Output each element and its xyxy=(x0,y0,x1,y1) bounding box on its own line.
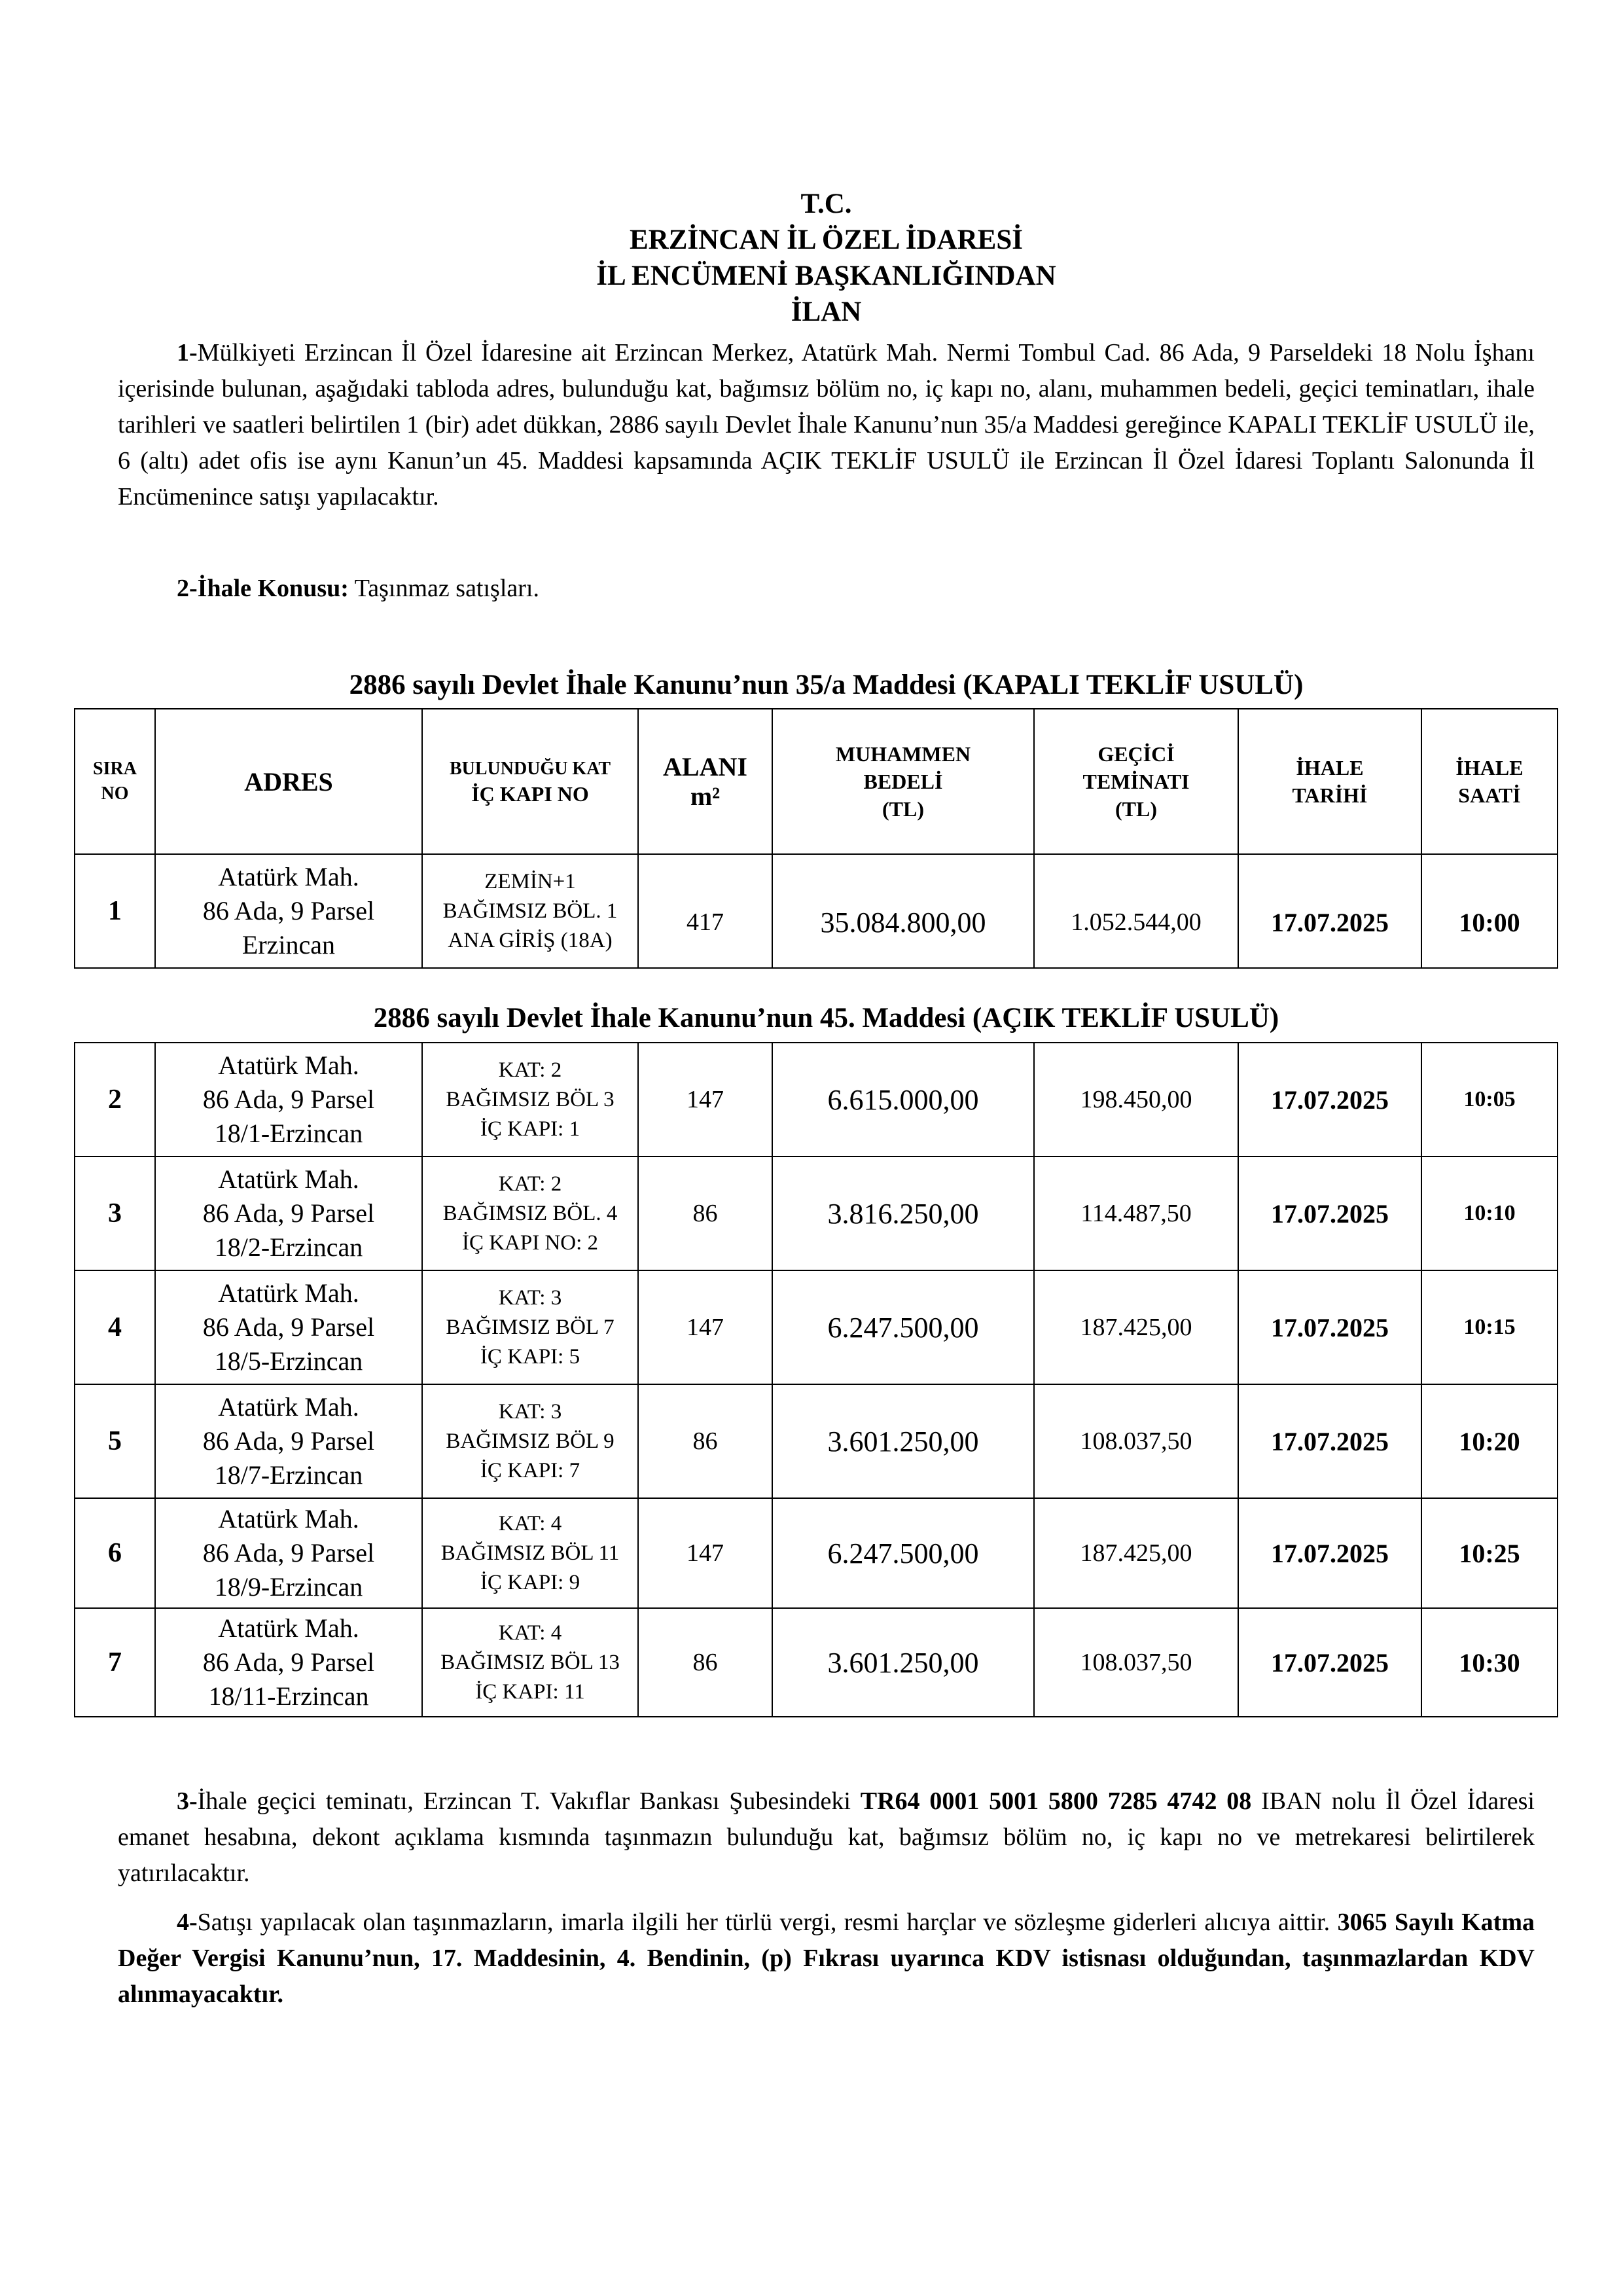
paragraph-4-number: 4- xyxy=(177,1909,198,1936)
cell-time: 10:00 xyxy=(1421,854,1558,968)
cell-area: 86 xyxy=(638,1384,772,1498)
table-1-title: 2886 sayılı Devlet İhale Kanunu’nun 35/a Maddesi (KAPALI TEKLİF USULÜ) xyxy=(349,670,1304,700)
cell-no: 7 xyxy=(75,1608,155,1717)
cell-deposit: 1.052.544,00 xyxy=(1034,854,1238,968)
cell-floor: KAT: 4 BAĞIMSIZ BÖL 13 İÇ KAPI: 11 xyxy=(422,1608,638,1717)
cell-address: Atatürk Mah. 86 Ada, 9 Parsel 18/11-Erzincan xyxy=(155,1608,422,1717)
cell-area: 147 xyxy=(638,1498,772,1608)
paragraph-2-label: 2-İhale Konusu: xyxy=(177,575,349,602)
document-header xyxy=(118,186,1535,330)
header-alan: ALANI m² xyxy=(638,709,772,854)
header-teminat: GEÇİCİ TEMİNATI (TL) xyxy=(1034,709,1238,854)
cell-address: Atatürk Mah. 86 Ada, 9 Parsel 18/2-Erzincan xyxy=(155,1157,422,1270)
paragraph-3-iban: TR64 0001 5001 5800 7285 4742 08 xyxy=(860,1787,1252,1815)
cell-area: 147 xyxy=(638,1270,772,1384)
cell-time: 10:10 xyxy=(1421,1157,1558,1270)
header-ilan: İLAN xyxy=(791,296,862,327)
paragraph-3-number: 3- xyxy=(177,1787,198,1815)
cell-address: Atatürk Mah. 86 Ada, 9 Parsel 18/1-Erzincan xyxy=(155,1043,422,1157)
cell-area: 86 xyxy=(638,1608,772,1717)
cell-deposit: 108.037,50 xyxy=(1034,1608,1238,1717)
header-adres: ADRES xyxy=(155,709,422,854)
cell-no: 4 xyxy=(75,1270,155,1384)
paragraph-2 xyxy=(118,571,1535,607)
header-saat: İHALE SAATİ xyxy=(1421,709,1558,854)
paragraph-4-text-a: Satışı yapılacak olan taşınmazların, imarla ilgili her türlü vergi, resmi harçlar ve sözleşme giderleri alıcıya aittir. xyxy=(197,1909,1338,1936)
cell-price: 3.601.250,00 xyxy=(772,1384,1034,1498)
cell-floor: KAT: 2 BAĞIMSIZ BÖL. 4 İÇ KAPI NO: 2 xyxy=(422,1157,638,1270)
cell-no: 3 xyxy=(75,1157,155,1270)
cell-floor: ZEMİN+1 BAĞIMSIZ BÖL. 1 ANA GİRİŞ (18A) xyxy=(422,854,638,968)
cell-no: 1 xyxy=(75,854,155,968)
table-row xyxy=(75,1498,1558,1608)
cell-address: Atatürk Mah. 86 Ada, 9 Parsel 18/9-Erzincan xyxy=(155,1498,422,1608)
cell-time: 10:30 xyxy=(1421,1608,1558,1717)
header-tc: T.C. xyxy=(800,188,852,219)
paragraph-1-text: Mülkiyeti Erzincan İl Özel İdaresine ait Erzincan Merkez, Atatürk Mah. Nermi Tombul Cad. 86 Ada, 9 Parseldeki 18 Nolu İşhanı içerisinde bulunan, aşağıdaki tabloda adres, bulunduğu kat, bağımsız bölüm no, iç kapı no, alanı, muhammen bedeli, geçici teminatları, ihale tarihleri ve saatleri belirtilen 1 (bir) adet dükkan, 2886 sayılı Devlet İhale Kanunu’nun 35/a Maddesi gereğince KAPALI TEKLİF USULÜ ile, 6 (altı) adet ofis ise aynı Kanun’un 45. Maddesi kapsamında AÇIK TEKLİF USULÜ ile Erzincan İl Özel İdaresi Toplantı Salonunda İl Encümenince satışı yapılacaktır. xyxy=(118,339,1535,511)
table-row xyxy=(75,1384,1558,1498)
cell-price: 3.601.250,00 xyxy=(772,1608,1034,1717)
cell-price: 3.816.250,00 xyxy=(772,1157,1034,1270)
header-office: İL ENCÜMENİ BAŞKANLIĞINDAN xyxy=(596,260,1056,291)
open-bid-table xyxy=(74,1042,1558,1717)
cell-price: 6.247.500,00 xyxy=(772,1498,1034,1608)
paragraph-2-text: Taşınmaz satışları. xyxy=(348,575,539,602)
cell-time: 10:15 xyxy=(1421,1270,1558,1384)
header-kat: BULUNDUĞU KAT İÇ KAPI NO xyxy=(422,709,638,854)
cell-deposit: 114.487,50 xyxy=(1034,1157,1238,1270)
cell-date: 17.07.2025 xyxy=(1238,1498,1421,1608)
table-2-title: 2886 sayılı Devlet İhale Kanunu’nun 45. Maddesi (AÇIK TEKLİF USULÜ) xyxy=(373,1003,1279,1033)
paragraph-3-text-b: IBAN nolu İl Özel İdaresi emanet hesabına, dekont açıklama kısmında taşınmazın bulunduğu kat, bağımsız bölüm no, iç kapı no ve metrekaresi belirtilerek yatırılacaktır. xyxy=(118,1787,1535,1887)
cell-area: 417 xyxy=(638,854,772,968)
table-row xyxy=(75,1270,1558,1384)
header-institution: ERZİNCAN İL ÖZEL İDARESİ xyxy=(630,224,1023,255)
cell-area: 86 xyxy=(638,1157,772,1270)
cell-area: 147 xyxy=(638,1043,772,1157)
paragraph-4 xyxy=(118,1905,1535,2013)
cell-address: Atatürk Mah. 86 Ada, 9 Parsel 18/5-Erzincan xyxy=(155,1270,422,1384)
table-row xyxy=(75,854,1558,968)
header-sira-no: SIRA NO xyxy=(75,709,155,854)
cell-address: Atatürk Mah. 86 Ada, 9 Parsel Erzincan xyxy=(155,854,422,968)
paragraph-3 xyxy=(118,1784,1535,1892)
cell-floor: KAT: 4 BAĞIMSIZ BÖL 11 İÇ KAPI: 9 xyxy=(422,1498,638,1608)
cell-deposit: 108.037,50 xyxy=(1034,1384,1238,1498)
cell-no: 5 xyxy=(75,1384,155,1498)
paragraph-1 xyxy=(118,335,1535,515)
header-tarih: İHALE TARİHİ xyxy=(1238,709,1421,854)
cell-floor: KAT: 3 BAĞIMSIZ BÖL 9 İÇ KAPI: 7 xyxy=(422,1384,638,1498)
table-row xyxy=(75,1608,1558,1717)
table-row xyxy=(75,1043,1558,1157)
cell-deposit: 198.450,00 xyxy=(1034,1043,1238,1157)
cell-date: 17.07.2025 xyxy=(1238,1043,1421,1157)
cell-date: 17.07.2025 xyxy=(1238,1608,1421,1717)
table-row xyxy=(75,1157,1558,1270)
header-bedel: MUHAMMEN BEDELİ (TL) xyxy=(772,709,1034,854)
paragraph-4-text-bold: 3065 Sayılı Katma Değer Vergisi Kanunu’nun, 17. Maddesinin, 4. Bendinin, (p) Fıkrası uyarınca KDV istisnası olduğundan, taşınmazlardan KDV alınmayacaktır. xyxy=(118,1909,1535,2008)
cell-floor: KAT: 3 BAĞIMSIZ BÖL 7 İÇ KAPI: 5 xyxy=(422,1270,638,1384)
cell-date: 17.07.2025 xyxy=(1238,854,1421,968)
closed-bid-table xyxy=(74,708,1558,969)
paragraph-3-text-a: İhale geçici teminatı, Erzincan T. Vakıflar Bankası Şubesindeki xyxy=(197,1787,861,1815)
table-header-row xyxy=(75,709,1558,854)
cell-deposit: 187.425,00 xyxy=(1034,1270,1238,1384)
cell-floor: KAT: 2 BAĞIMSIZ BÖL 3 İÇ KAPI: 1 xyxy=(422,1043,638,1157)
cell-date: 17.07.2025 xyxy=(1238,1384,1421,1498)
cell-deposit: 187.425,00 xyxy=(1034,1498,1238,1608)
cell-time: 10:05 xyxy=(1421,1043,1558,1157)
cell-no: 2 xyxy=(75,1043,155,1157)
cell-time: 10:25 xyxy=(1421,1498,1558,1608)
cell-date: 17.07.2025 xyxy=(1238,1270,1421,1384)
cell-date: 17.07.2025 xyxy=(1238,1157,1421,1270)
cell-no: 6 xyxy=(75,1498,155,1608)
cell-price: 35.084.800,00 xyxy=(772,854,1034,968)
cell-time: 10:20 xyxy=(1421,1384,1558,1498)
cell-address: Atatürk Mah. 86 Ada, 9 Parsel 18/7-Erzincan xyxy=(155,1384,422,1498)
cell-price: 6.615.000,00 xyxy=(772,1043,1034,1157)
cell-price: 6.247.500,00 xyxy=(772,1270,1034,1384)
paragraph-1-number: 1- xyxy=(177,339,198,367)
